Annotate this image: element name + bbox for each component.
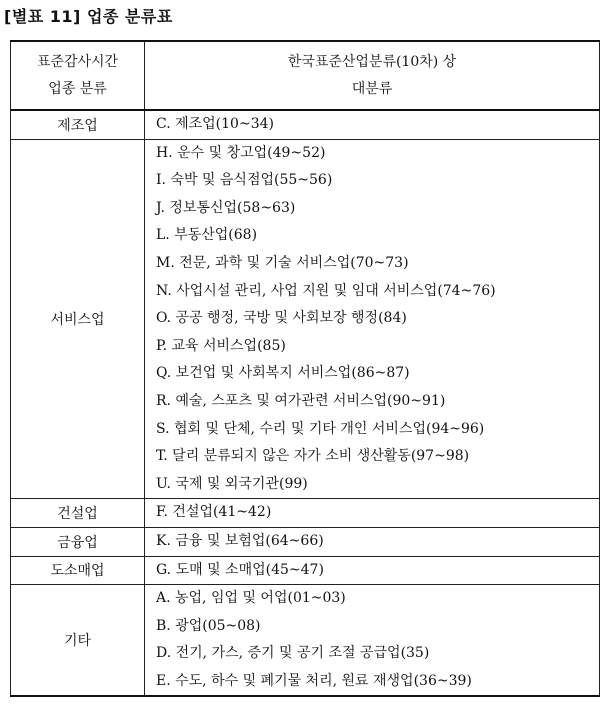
document-title: [별표 11] 업종 분류표: [4, 7, 173, 26]
list-item: U. 국제 및 외국기관(99): [156, 475, 308, 492]
list-item: S. 협회 및 단체, 수리 및 기타 개인 서비스업(94~96): [156, 420, 485, 437]
table-row: [11, 499, 600, 528]
table-row: [11, 110, 600, 139]
list-item: M. 전문, 과학 및 기술 서비스업(70~73): [156, 254, 409, 271]
items-cell: [145, 585, 600, 697]
table-row: [11, 527, 600, 556]
table-header-row: [11, 41, 600, 110]
list-item: B. 광업(05~08): [156, 617, 261, 634]
category-cell: 서비스업: [11, 139, 145, 499]
header-ksic-division-line1: 한국표준산업분류(10차) 상: [287, 53, 457, 70]
category-cell: 기타: [11, 585, 145, 697]
items-cell: [145, 110, 600, 139]
list-item: I. 숙박 및 음식점업(55~56): [156, 172, 333, 189]
items-cell: [145, 556, 600, 585]
category-cell: 제조업: [11, 110, 145, 139]
list-item: N. 사업시설 관리, 사업 지원 및 임대 서비스업(74~76): [156, 282, 496, 299]
list-item: C. 제조업(10~34): [156, 116, 274, 132]
category-cell: 건설업: [11, 499, 145, 528]
header-audit-industry-line2: 업종 분류: [48, 80, 107, 97]
list-item: D. 전기, 가스, 증기 및 공기 조절 공급업(35): [156, 645, 430, 662]
category-cell: 금융업: [11, 527, 145, 556]
list-item: P. 교육 서비스업(85): [156, 337, 286, 354]
list-item: T. 달리 분류되지 않은 자가 소비 생산활동(97~98): [156, 448, 470, 465]
list-item: R. 예술, 스포츠 및 여가관련 서비스업(90~91): [156, 392, 446, 409]
list-item: L. 부동산업(68): [156, 227, 258, 244]
table-row: [11, 556, 600, 585]
category-cell: 도소매업: [11, 556, 145, 585]
table-row: [11, 585, 600, 697]
list-item: K. 금융 및 보험업(64~66): [156, 532, 324, 549]
header-ksic-division: [145, 41, 600, 110]
table-row: [11, 139, 600, 499]
list-item: J. 정보통신업(58~63): [156, 199, 296, 216]
header-audit-industry: [11, 41, 145, 110]
list-item: Q. 보건업 및 사회복지 서비스업(86~87): [156, 365, 410, 382]
items-cell: [145, 499, 600, 528]
list-item: G. 도매 및 소매업(45~47): [156, 561, 324, 578]
industry-classification-table: [10, 40, 600, 697]
header-ksic-division-line2: 대분류: [351, 80, 393, 97]
items-cell: [145, 139, 600, 499]
items-cell: [145, 527, 600, 556]
list-item: O. 공공 행정, 국방 및 사회보장 행정(84): [156, 310, 407, 327]
list-item: H. 운수 및 창고업(49~52): [156, 144, 326, 161]
list-item: E. 수도, 하수 및 폐기물 처리, 원료 재생업(36~39): [156, 672, 472, 689]
header-audit-industry-line1: 표준감사시간: [36, 53, 119, 70]
list-item: F. 건설업(41~42): [156, 504, 272, 521]
list-item: A. 농업, 임업 및 어업(01~03): [156, 590, 346, 607]
